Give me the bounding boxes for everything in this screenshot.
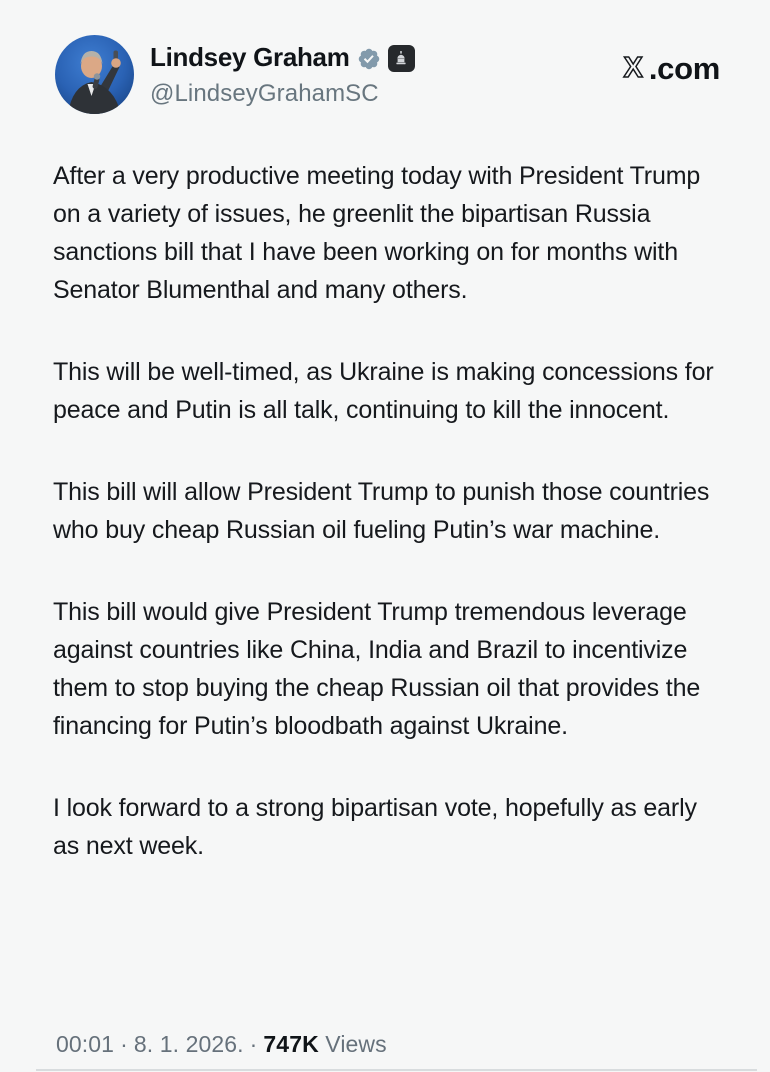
profile-avatar[interactable] — [55, 35, 134, 114]
user-handle[interactable]: @LindseyGrahamSC — [150, 80, 379, 107]
post-paragraph: After a very productive meeting today with President Trump on a variety of issues, he greenlit the bipartisan Russia sanctions bill that I have been working on for months with Senator Blumenthal and many others. — [53, 162, 701, 304]
avatar-photo-illustration — [55, 35, 134, 114]
svg-text:X: X — [623, 52, 643, 83]
watermark-domain: .com — [648, 51, 720, 86]
name-row — [150, 42, 415, 73]
post-date[interactable]: 8. 1. 2026. — [133, 1031, 244, 1057]
dot-separator: · — [249, 1031, 258, 1057]
display-name[interactable]: Lindsey Graham — [150, 42, 350, 72]
building-icon — [393, 50, 409, 66]
government-affiliate-badge[interactable] — [388, 45, 415, 72]
x-logo-icon — [618, 51, 648, 83]
verified-badge-icon — [357, 47, 381, 71]
post-text — [53, 157, 719, 909]
post-metadata — [56, 1031, 387, 1058]
timestamp[interactable]: 00:01 — [56, 1031, 115, 1057]
bottom-divider — [36, 1069, 757, 1071]
view-count-label: Views — [325, 1031, 387, 1057]
dot-separator: · — [120, 1031, 128, 1057]
identity-block — [150, 35, 415, 108]
post-paragraph: This bill will allow President Trump to punish those countries who buy cheap Russian oil fueling Putin’s war machine. — [53, 478, 710, 544]
post-header — [55, 35, 722, 114]
post-paragraph: I look forward to a strong bipartisan vote, hopefully as early as next week. — [53, 794, 697, 860]
post-paragraph: This will be well-timed, as Ukraine is making concessions for peace and Putin is all talk, continuing to kill the innocent. — [53, 358, 714, 424]
post-paragraph: This bill would give President Trump tremendous leverage against countries like China, India and Brazil to incentivize them to stop buying the cheap Russian oil that provides the financing for Putin’s bloodbath against Ukraine. — [53, 598, 701, 740]
view-count: 747K — [263, 1031, 319, 1057]
xcom-watermark — [618, 47, 720, 87]
